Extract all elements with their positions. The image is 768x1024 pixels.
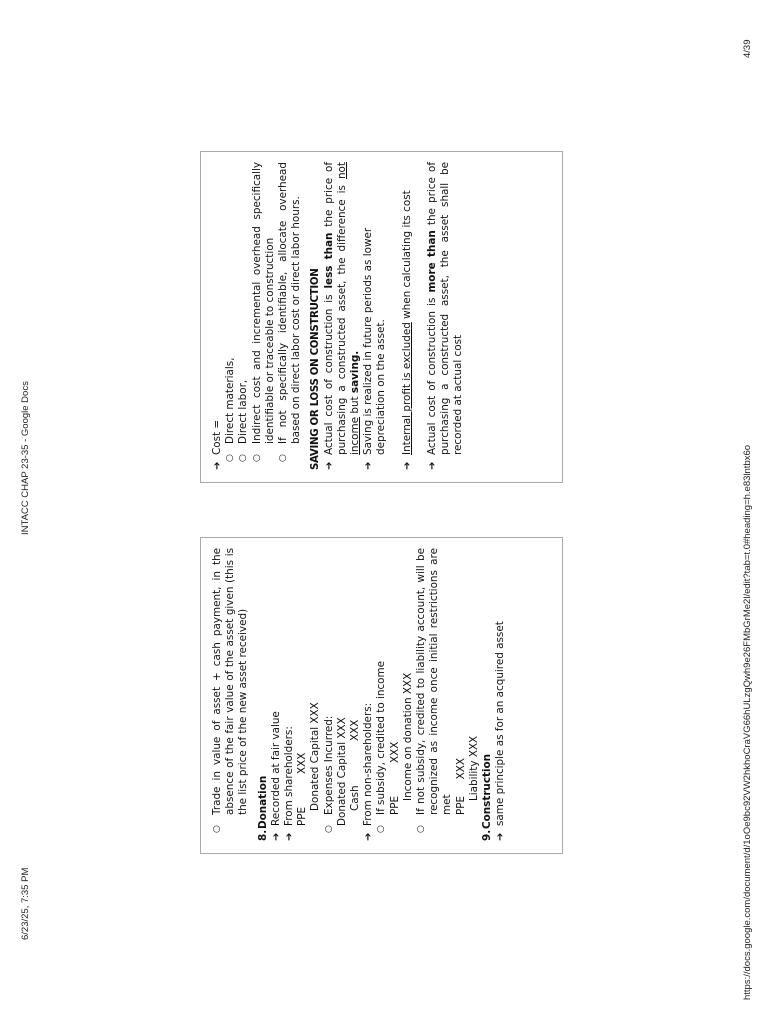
circle-bullet-icon: ○ (278, 454, 289, 462)
section-heading-saving-loss: SAVING OR LOSS ON CONSTRUCTION (310, 268, 322, 470)
page-url: https://docs.google.com/document/d/1oOe9bc92VW2hkhoCraVG66hULzgQwh9e26FMbGrMe2l/edit?tab=t.0#heading=h.e83lntbx6o (742, 444, 753, 1000)
list-item: ○ If subsidy, credited to income (375, 548, 388, 841)
print-date: 6/23/25, 7:35 PM (20, 867, 31, 940)
arrow-right-icon: ➔ (270, 832, 282, 841)
journal-entry-line: Cash XXX (349, 719, 362, 811)
arrow-right-icon: ➔ (363, 461, 375, 470)
arrow-right-icon: ➔ (495, 832, 507, 841)
journal-entry-line: Liability XXX (467, 735, 480, 801)
journal-entry-line: Donated Capital XXX (335, 717, 348, 826)
journal-entry-line: Donated Capital XXX (309, 702, 322, 811)
list-item: ○ If not subsidy, credited to liability account, will be recognized as income once initial restrictions are met (415, 548, 455, 841)
list-item: ➔ Internal profit is excluded when calculating its cost (400, 190, 413, 470)
arrow-right-icon: ➔ (426, 461, 438, 470)
list-item: ○ Direct labor, (237, 162, 250, 470)
slide-donation-construction (200, 537, 563, 854)
circle-bullet-icon: ○ (416, 825, 427, 833)
arrow-right-icon: ➔ (323, 461, 335, 470)
circle-bullet-icon: ○ (323, 825, 334, 833)
circle-bullet-icon: ○ (376, 825, 387, 833)
journal-entry-line: PPE XXX (296, 752, 309, 826)
list-item: ➔ Actual cost of construction is less than the price of purchasing a constructed asset, the difference is not income but saving. (322, 162, 362, 470)
list-item: ➔ From non-shareholders: (362, 702, 375, 841)
circle-bullet-icon: ○ (225, 454, 236, 462)
journal-entry-line: PPE XXX (454, 758, 467, 815)
list-item: ➔ Actual cost of construction is more than the price of purchasing a constructed asset, the asset shall be recorded at actual cost (425, 162, 465, 470)
arrow-right-icon: ➔ (363, 832, 375, 841)
list-item: ➔ same principle as for an acquired asset (494, 621, 507, 841)
circle-bullet-icon: ○ (251, 454, 262, 462)
list-item: ➔ Cost = (211, 419, 223, 470)
journal-entry-line: PPE XXX (388, 741, 401, 815)
list-item: ○ Expenses Incurred: (323, 548, 336, 841)
slide-construction-cost (200, 151, 563, 483)
list-item: ○ If not specifically identifiable, allocate overhead based on direct labor cost or direct labor hours. (277, 162, 303, 470)
arrow-right-icon: ➔ (212, 461, 223, 470)
journal-entry-line: Income on donation XXX (401, 672, 414, 801)
arrow-right-icon: ➔ (284, 832, 296, 841)
list-item: ➔ Recorded at fair value (269, 711, 282, 841)
section-heading-construction: 9. Construction (481, 753, 494, 841)
list-item: ○ Trade in value of asset + cash payment, in the absence of the fair value of the asset given (this is the list price of the new asset received) (211, 548, 251, 841)
circle-bullet-icon: ○ (212, 825, 222, 833)
arrow-right-icon: ➔ (401, 461, 413, 470)
list-item: ○ Direct materials, (224, 162, 237, 470)
document-title: INTACC CHAP 23-35 - Google Docs (20, 381, 31, 535)
list-item: ➔ Saving is realized in future periods as lower depreciation on the asset. (362, 227, 388, 470)
page-number: 4/39 (742, 39, 753, 58)
circle-bullet-icon: ○ (238, 454, 249, 462)
section-heading-donation: 8. Donation (256, 775, 269, 841)
list-item: ○ Indirect cost and incremental overhead specifically identifiable or traceable to construction (251, 162, 277, 470)
list-item: ➔ From shareholders: (283, 726, 296, 841)
